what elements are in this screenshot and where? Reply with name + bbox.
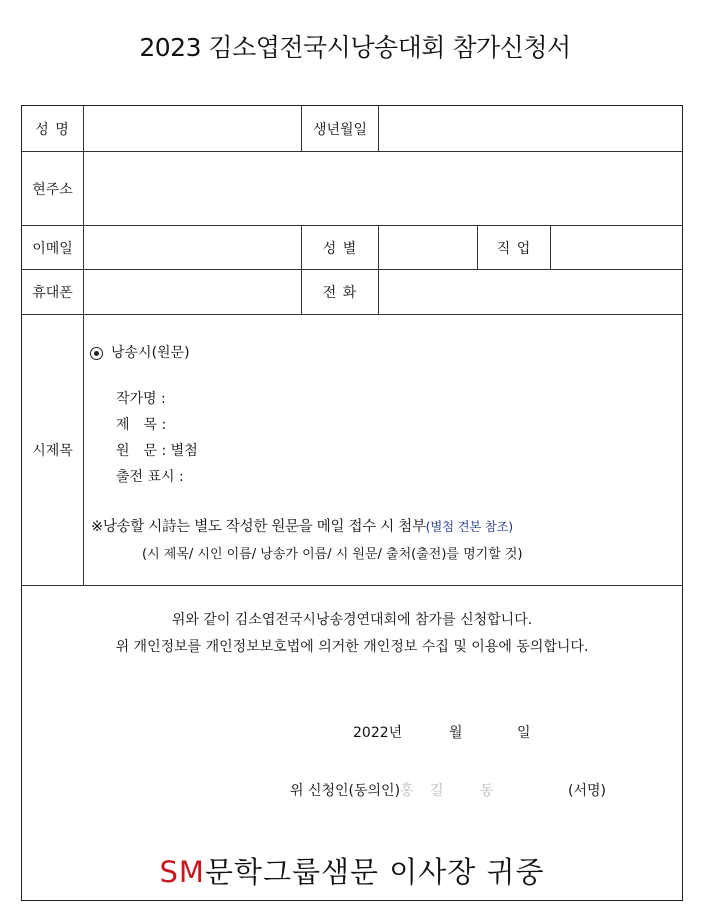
applicant-label: 위 신청인(동의인) — [290, 783, 401, 799]
form-title: 2023 김소엽전국시낭송대회 참가신청서 — [139, 33, 571, 62]
row-divider — [22, 585, 682, 586]
phone-label: 전 화 — [322, 285, 358, 301]
attachment-reference: (별첨 견본 참조) — [425, 519, 513, 534]
mobile-field[interactable] — [84, 270, 300, 313]
applicant-name-example[interactable]: 홍 길 동 — [400, 783, 500, 799]
name-label: 성 명 — [35, 121, 70, 138]
date-month[interactable]: 월 — [449, 725, 463, 741]
address-label: 현주소 — [32, 181, 73, 198]
name-field[interactable] — [84, 107, 300, 150]
radio-selected-icon[interactable] — [90, 347, 103, 360]
birthdate-label: 생년월일 — [312, 121, 368, 138]
poem-option-label: 낭송시(원문) — [111, 345, 190, 361]
subject-field[interactable]: 제 목 : — [116, 417, 167, 433]
phone-field[interactable] — [379, 270, 681, 313]
author-field[interactable]: 작가명 : — [116, 391, 166, 407]
email-field[interactable] — [84, 226, 300, 268]
attachment-notice-detail: (시 제목/ 시인 이름/ 낭송가 이름/ 시 원문/ 출처(출전)를 명기할 것) — [142, 547, 523, 562]
address-field[interactable] — [84, 152, 681, 224]
attachment-notice-text: ※낭송할 시詩는 별도 작성한 원문을 메일 접수 시 첨부 — [91, 519, 426, 535]
date-year: 2022년 — [353, 725, 403, 741]
attachment-notice — [91, 515, 513, 536]
poem-option[interactable] — [90, 342, 190, 362]
gender-field[interactable] — [379, 226, 476, 268]
brand-logo-text: SM — [159, 855, 205, 889]
birthdate-field[interactable] — [379, 107, 681, 150]
recipient-text: 문학그룹샘문 이사장 귀중 — [204, 855, 545, 889]
email-label: 이메일 — [32, 240, 73, 257]
recipient-footer — [22, 850, 682, 891]
consent-line-2: 위 개인정보를 개인정보보호법에 의거한 개인정보 수집 및 이용에 동의합니다. — [115, 639, 589, 655]
poem-title-label: 시제목 — [32, 443, 73, 459]
gender-label: 성 별 — [322, 240, 358, 257]
source-field[interactable]: 출전 표시 : — [116, 469, 184, 485]
job-field[interactable] — [551, 226, 681, 268]
mobile-label: 휴대폰 — [32, 285, 73, 301]
consent-line-1: 위와 같이 김소엽전국시낭송경연대회에 참가를 신청합니다. — [171, 612, 533, 628]
signature-mark[interactable]: (서명) — [568, 783, 606, 799]
original-field[interactable]: 원 문 : 별첨 — [116, 443, 198, 459]
job-label: 직 업 — [496, 240, 532, 257]
row-divider — [22, 314, 682, 315]
date-day[interactable]: 일 — [517, 725, 531, 741]
signature-line — [290, 780, 500, 800]
